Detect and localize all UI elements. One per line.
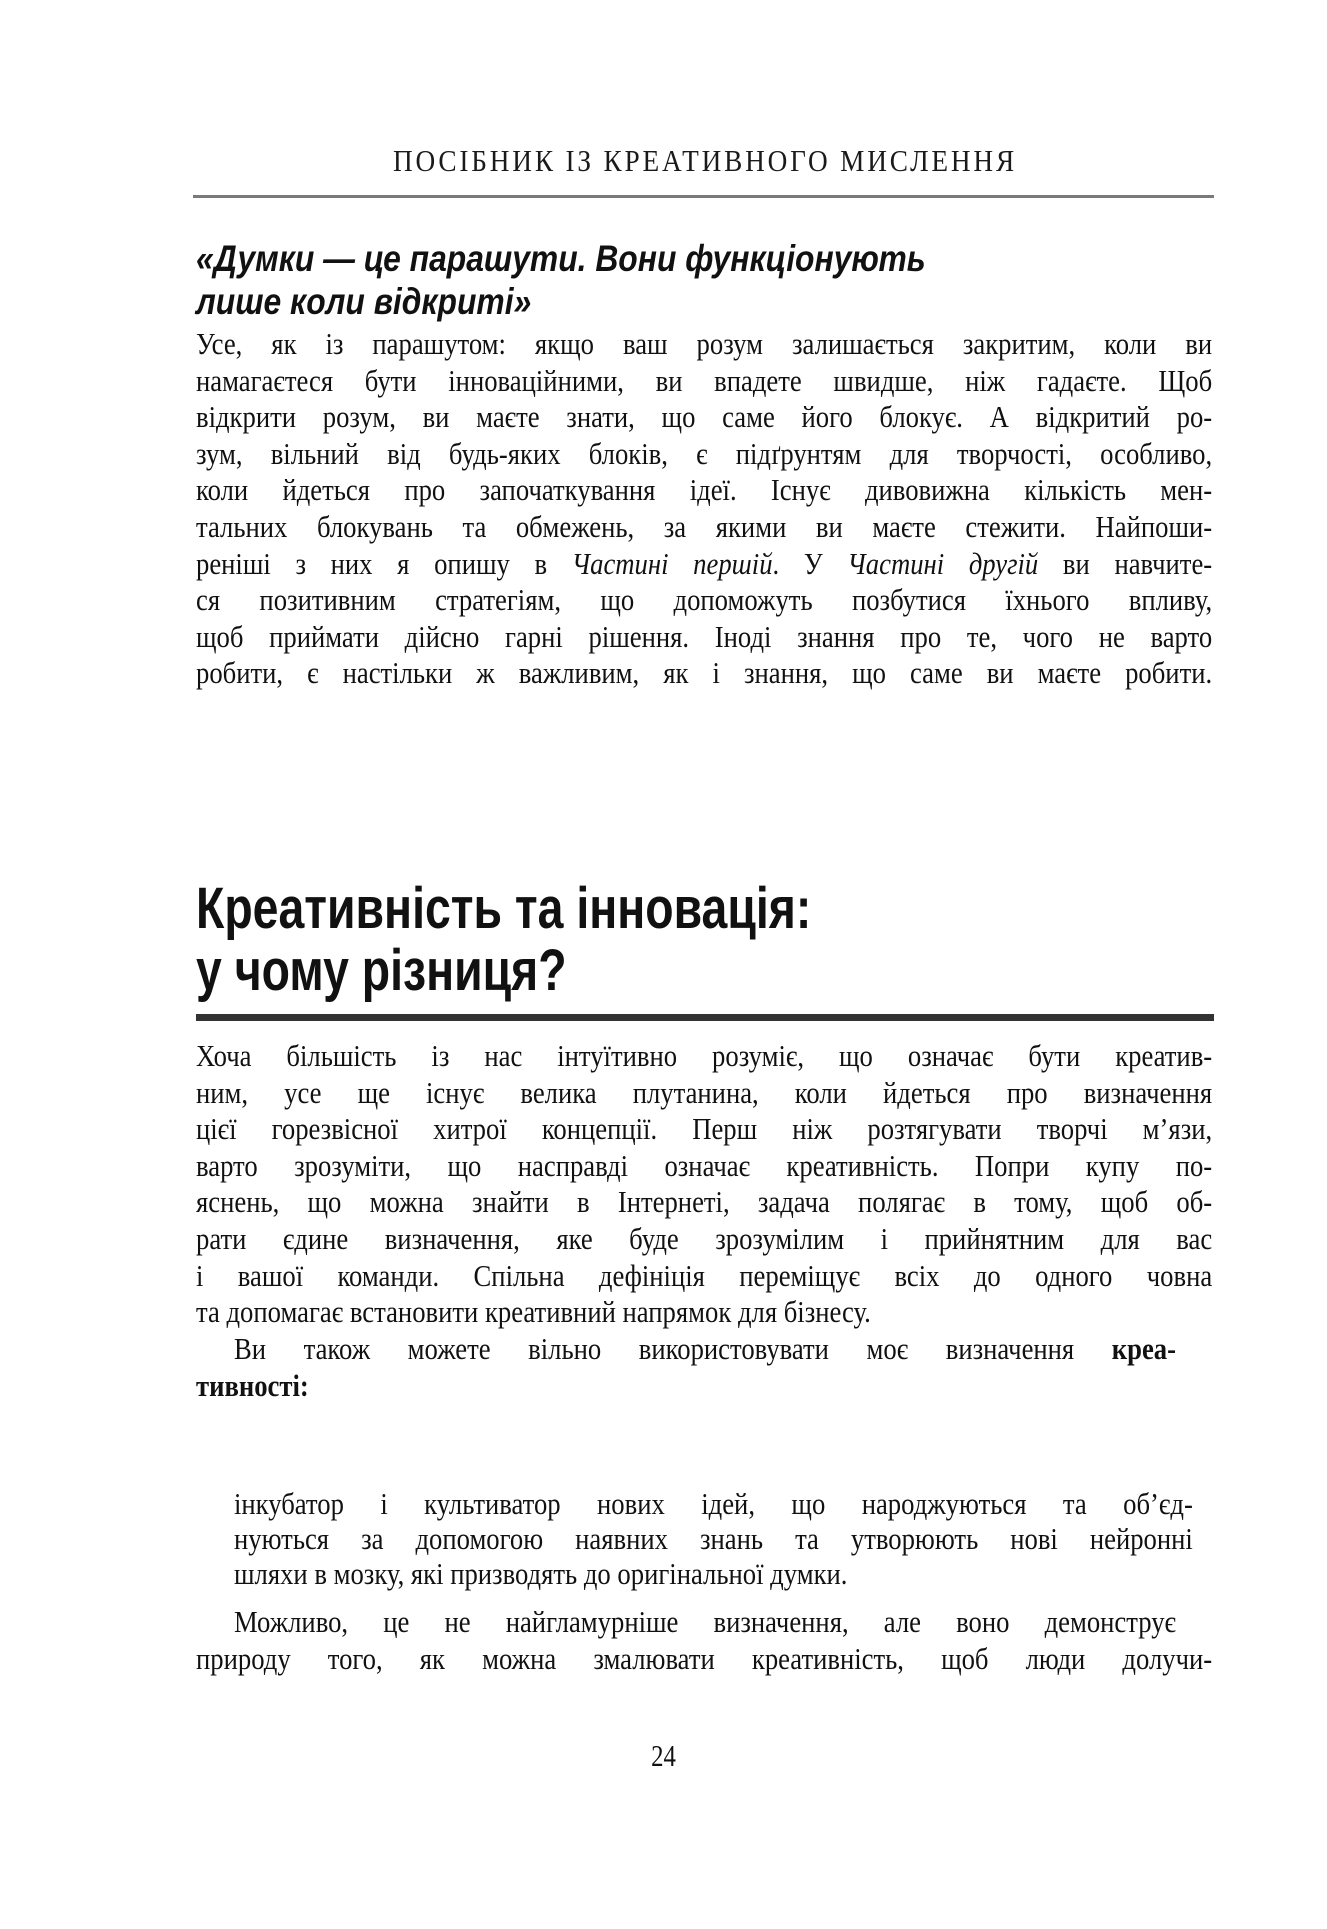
text-line: коли йдеться про започаткування ідеї. Існує дивовижна кількість мен- <box>196 472 1213 508</box>
paragraph-parachute <box>196 326 1212 692</box>
quote-line-1: «Думки — це парашути. Вони функціонують <box>196 238 926 279</box>
italic-part-one: Частині першій <box>571 545 773 581</box>
bold-term-end: тивності: <box>196 1367 309 1403</box>
definition-block <box>234 1486 1212 1591</box>
paragraph-conclusion <box>196 1604 1212 1677</box>
text-line: яснень, що можна знайти в Інтернеті, задача полягає в тому, щоб об- <box>196 1184 1213 1220</box>
quote-subheading <box>196 237 970 323</box>
section-heading-line-1: Креативність та інновація: <box>196 876 812 941</box>
bold-term: креа- <box>1111 1331 1177 1366</box>
text-line: природу того, як можна змалювати креативність, щоб люди долучи- <box>196 1640 1213 1676</box>
text-line: зум, вільний від будь-яких блоків, є підґрунтям для творчості, особливо, <box>196 435 1213 471</box>
definition-line: інкубатор і культиватор нових ідей, що народжуються та об’єд- <box>234 1486 1193 1521</box>
section-heading-line-2: у чому різниця? <box>196 938 567 1003</box>
running-head: ПОСІБНИК ІЗ КРЕАТИВНОГО МИСЛЕННЯ <box>393 143 1017 178</box>
header-divider <box>193 195 1214 198</box>
text-line: цієї горезвісної хитрої концепції. Перш ніж розтягувати творчі м’язи, <box>196 1111 1213 1147</box>
paragraph-my-definition <box>196 1331 1212 1404</box>
section-heading <box>196 878 1012 1002</box>
text-line: Хоча більшість із нас інтуїтивно розуміє, що означає бути креатив- <box>196 1038 1213 1073</box>
quote-line-2: лише коли відкриті» <box>196 281 532 322</box>
text-line: ся позитивним стратегіям, що допоможуть позбутися їхнього впливу, <box>196 582 1213 618</box>
text-line: відкрити розум, ви маєте знати, що саме його блокує. А відкритий ро- <box>196 399 1213 435</box>
text-line: ним, усе ще існує велика плутанина, коли йдеться про визначення <box>196 1074 1213 1110</box>
section-divider <box>196 1014 1214 1021</box>
text-line: намагаєтеся бути інноваційними, ви впадете швидше, ніж гадаєте. Щоб <box>196 362 1213 398</box>
text-line-with-italics <box>196 546 1212 583</box>
text-line: та допомагає встановити креативний напрямок для бізнесу. <box>196 1294 871 1330</box>
text-line: щоб приймати дійсно гарні рішення. Іноді знання про те, чого не варто <box>196 618 1213 654</box>
text-line <box>196 1368 1212 1405</box>
text-line: варто зрозуміти, що насправді означає креативність. Попри купу по- <box>196 1147 1213 1183</box>
text-line-with-bold <box>234 1331 1176 1368</box>
text-line: тальних блокувань та обмежень, за якими ви маєте стежити. Найпоши- <box>196 508 1213 544</box>
text-line: і вашої команди. Спільна дефініція переміщує всіх до одного човна <box>196 1257 1213 1293</box>
text-line: рати єдине визначення, яке буде зрозумілим і прийнятним для вас <box>196 1220 1213 1256</box>
definition-line: нуються за допомогою наявних знань та утворюють нові нейронні <box>234 1521 1193 1556</box>
text-fragment: реніші з них я опишу в <box>196 545 572 581</box>
definition-line: шляхи в мозку, які призводять до оригінальної думки. <box>234 1556 848 1591</box>
italic-part-two: Частині другій <box>847 545 1039 581</box>
text-fragment: Ви також можете вільно використовувати моє визначення <box>234 1331 1112 1366</box>
text-fragment: ви навчите- <box>1038 545 1213 581</box>
text-fragment: . У <box>772 545 848 581</box>
page-number: 24 <box>651 1738 676 1773</box>
paragraph-definition-intro <box>196 1038 1212 1331</box>
text-line: Усе, як із парашутом: якщо ваш розум залишається закритим, коли ви <box>196 326 1213 361</box>
text-line: Можливо, це не найгламурніше визначення, але воно демонструє <box>234 1604 1177 1639</box>
text-line: робити, є настільки ж важливим, як і знання, що саме ви маєте робити. <box>196 655 1213 691</box>
